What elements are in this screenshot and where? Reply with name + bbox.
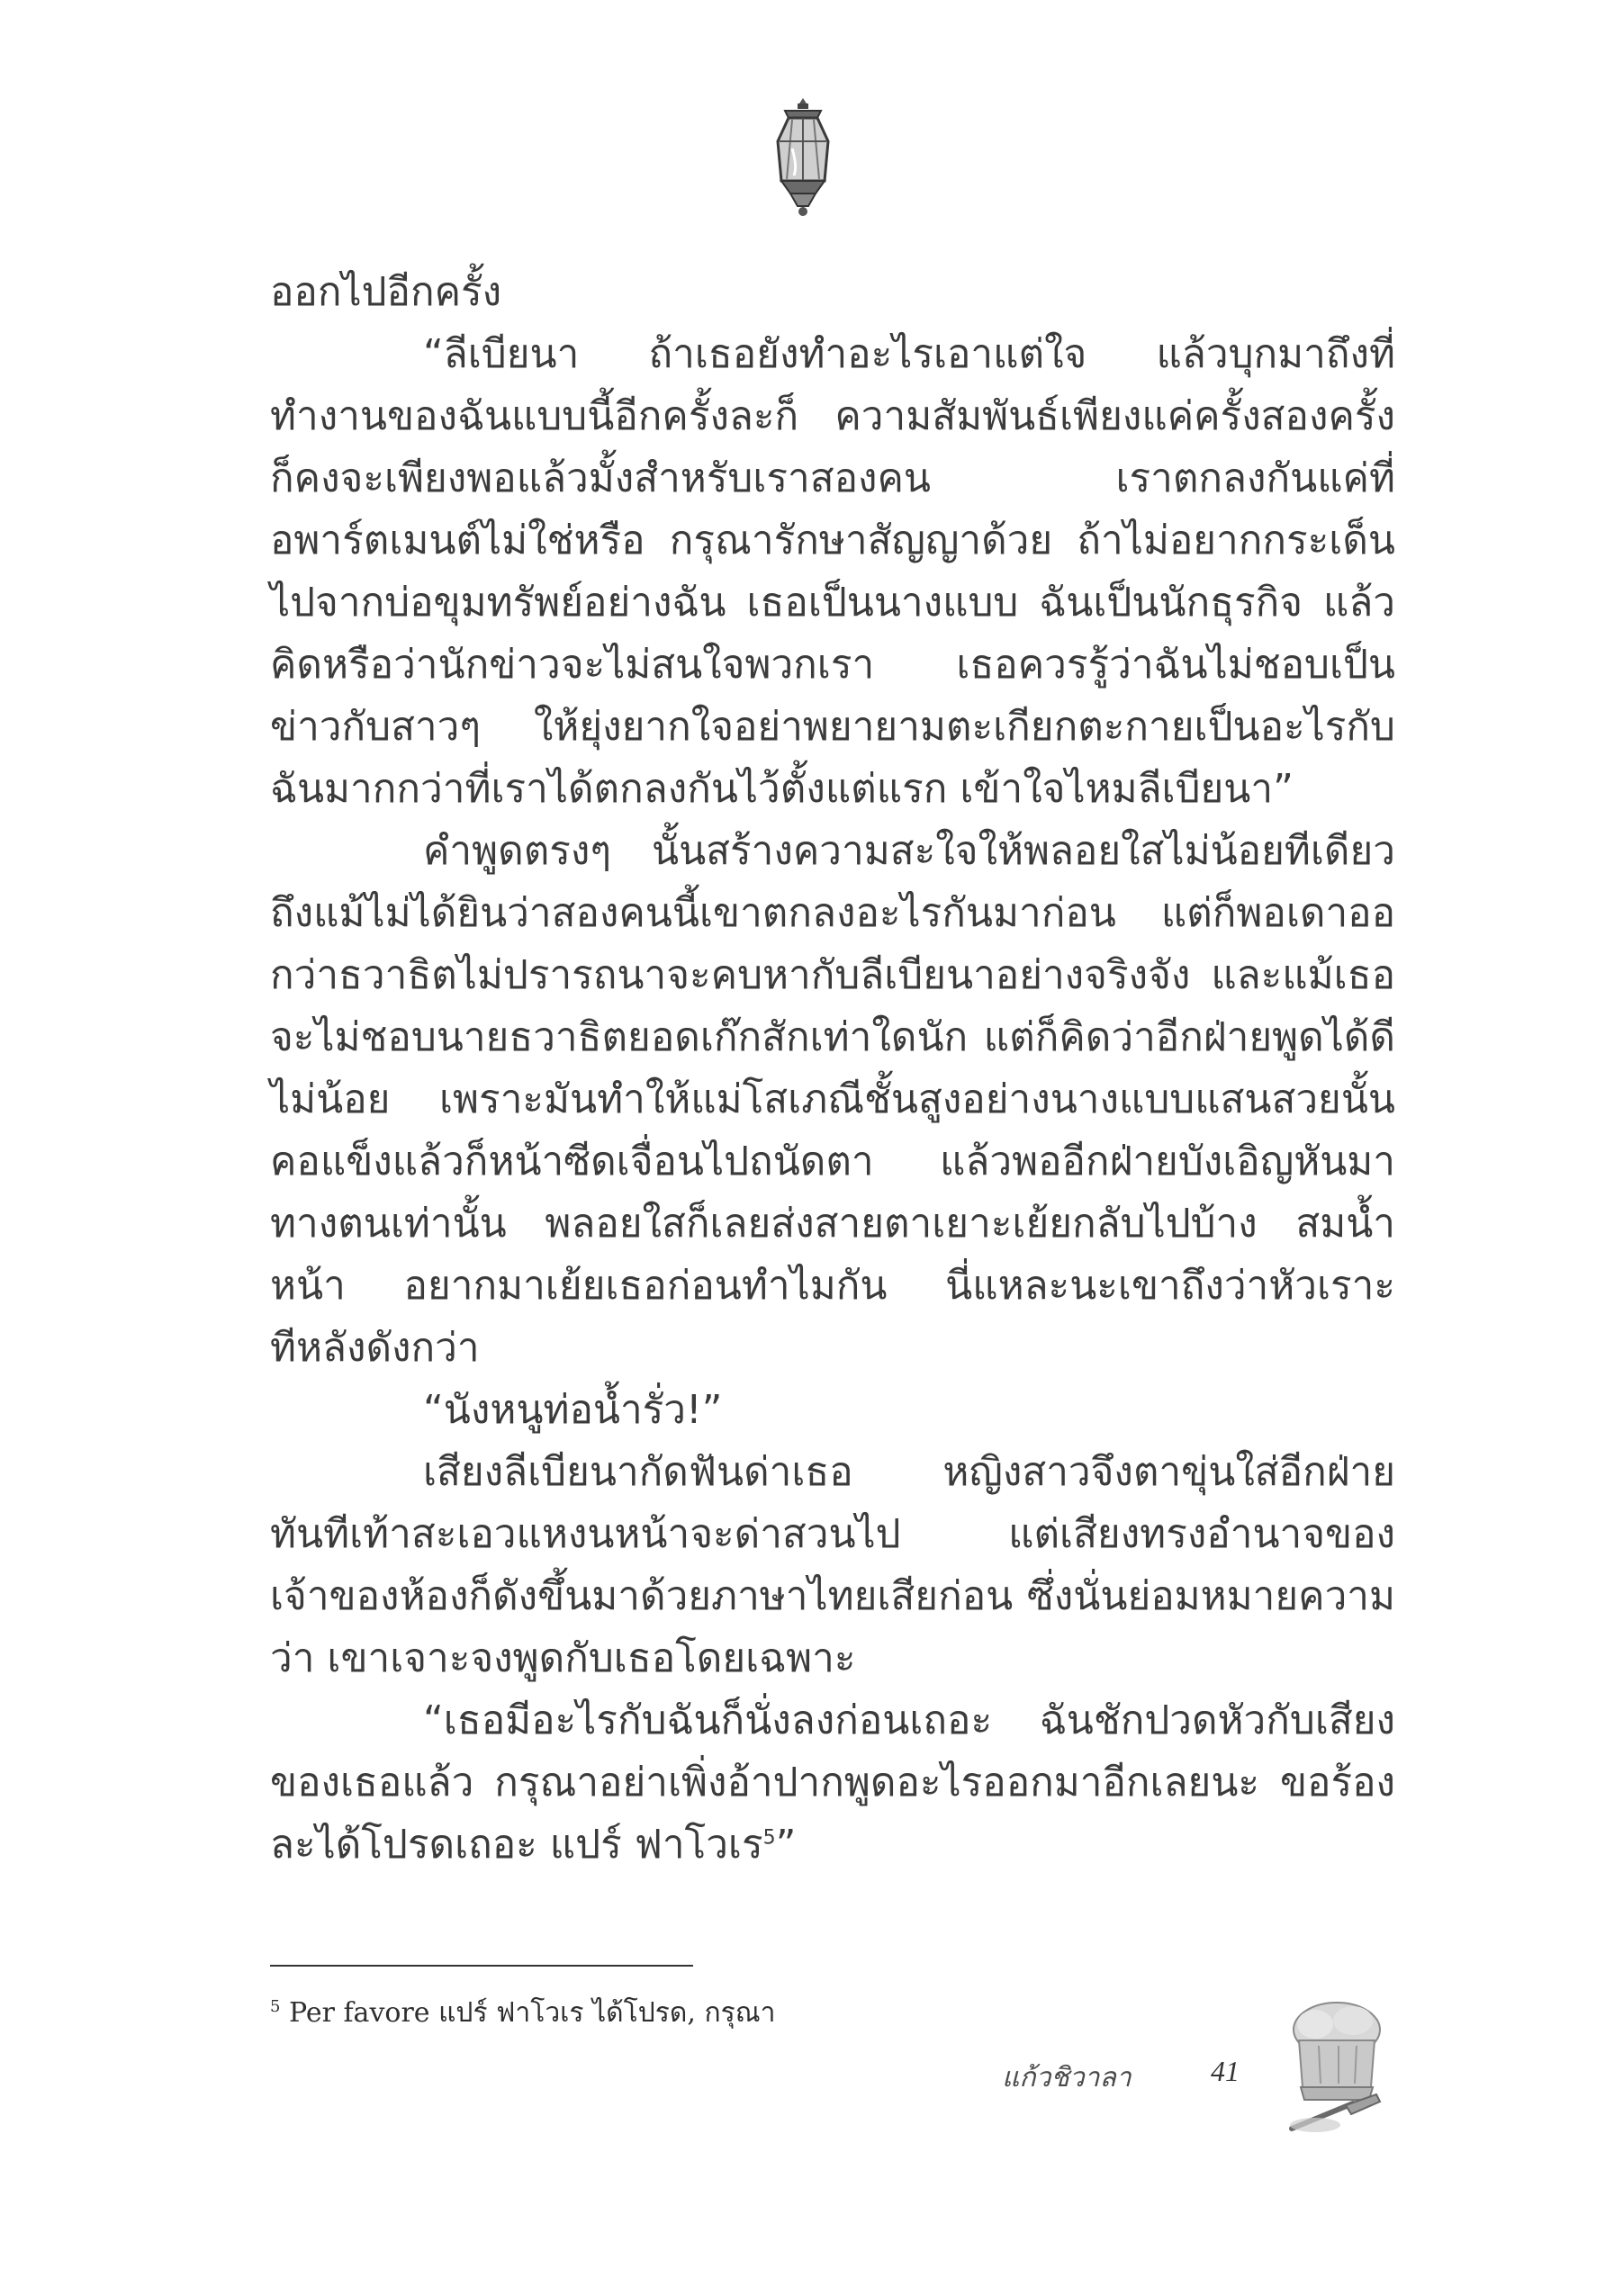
body-text bbox=[270, 261, 1395, 1876]
footnote bbox=[270, 1994, 1350, 2033]
footnote-reference[interactable]: 5 bbox=[762, 1826, 776, 1850]
footnote-text: Per favore แปร์ ฟาโวเร ได้โปรด, กรุณา bbox=[280, 1997, 776, 2029]
paragraph: เสียงลีเบียนากัดฟันด่าเธอ หญิงสาวจึงตาขุ่นใส่อีกฝ่ายทันทีเท้าสะเอวแหงนหน้าจะด่าสวนไป แต่เสียงทรงอำนาจของเจ้าของห้องก็ดังขึ้นมาด้วยภาษาไทยเสียก่อน ซึ่งนั่นย่อมหมายความว่า เขาเจาะจงพูดกับเธอโดยเฉพาะ bbox=[270, 1449, 1395, 1681]
paragraph: ออกไปอีกครั้ง bbox=[270, 269, 502, 315]
paragraph-text: “เธอมีอะไรกับฉันก็นั่งลงก่อนเถอะ ฉันชักปวดหัวกับเสียงของเธอแล้ว กรุณาอย่าเพิ่งอ้าปากพูดอะไรออกมาอีกเลยนะ ขอร้องละได้โปรดเถอะ แปร์ ฟาโวเร bbox=[270, 1697, 1395, 1868]
chef-hat-illustration bbox=[1283, 1994, 1391, 2138]
lantern-icon bbox=[765, 95, 841, 221]
paragraph: คำพูดตรงๆ นั้นสร้างความสะใจให้พลอยใสไม่น้อยทีเดียว ถึงแม้ไม่ได้ยินว่าสองคนนี้เขาตกลงอะไรกันมาก่อน แต่ก็พอเดาออกว่าธวาธิตไม่ปรารถนาจะคบหากับลีเบียนาอย่างจริงจัง และแม้เธอจะไม่ชอบนายธวาธิตยอดเก๊กสักเท่าใดนัก แต่ก็คิดว่าอีกฝ่ายพูดได้ดีไม่น้อย เพราะมันทำให้แม่โสเภณีชั้นสูงอย่างนางแบบแสนสวยนั้นคอแข็งแล้วก็หน้าซีดเจื่อนไปถนัดตา แล้วพออีกฝ่ายบังเอิญหันมาทางตนเท่านั้น พลอยใสก็เลยส่งสายตาเยาะเย้ยกลับไปบ้าง สมน้ำหน้า อยากมาเย้ยเธอก่อนทำไมกัน นี่แหละนะเขาถึงว่าหัวเราะทีหลังดังกว่า bbox=[270, 828, 1395, 1371]
footnote-divider bbox=[270, 1965, 693, 1967]
closing-quote: ” bbox=[775, 1822, 797, 1868]
page-number: 41 bbox=[1211, 2055, 1240, 2087]
paragraph bbox=[270, 1689, 1395, 1876]
paragraph: “ลีเบียนา ถ้าเธอยังทำอะไรเอาแต่ใจ แล้วบุกมาถึงที่ทำงานของฉันแบบนี้อีกครั้งละก็ ความสัมพันธ์เพียงแค่ครั้งสองครั้งก็คงจะเพียงพอแล้วมั้งสำหรับเราสองคน เราตกลงกันแค่ที่อพาร์ตเมนต์ไม่ใช่หรือ กรุณารักษาสัญญาด้วย ถ้าไม่อยากกระเด็นไปจากบ่อขุมทรัพย์อย่างฉัน เธอเป็นนางแบบ ฉันเป็นนักธุรกิจ แล้วคิดหรือว่านักข่าวจะไม่สนใจพวกเรา เธอควรรู้ว่าฉันไม่ชอบเป็นข่าวกับสาวๆ ให้ยุ่งยากใจอย่าพยายามตะเกียกตะกายเป็นอะไรกับฉันมากกว่าที่เราได้ตกลงกันไว้ตั้งแต่แรก เข้าใจไหมลีเบียนา” bbox=[270, 331, 1395, 812]
paragraph: “นังหนูท่อน้ำรั่ว!” bbox=[423, 1387, 723, 1433]
running-title: แก้วชิวาลา bbox=[1002, 2062, 1132, 2093]
footnote-mark: 5 bbox=[270, 1997, 281, 2016]
